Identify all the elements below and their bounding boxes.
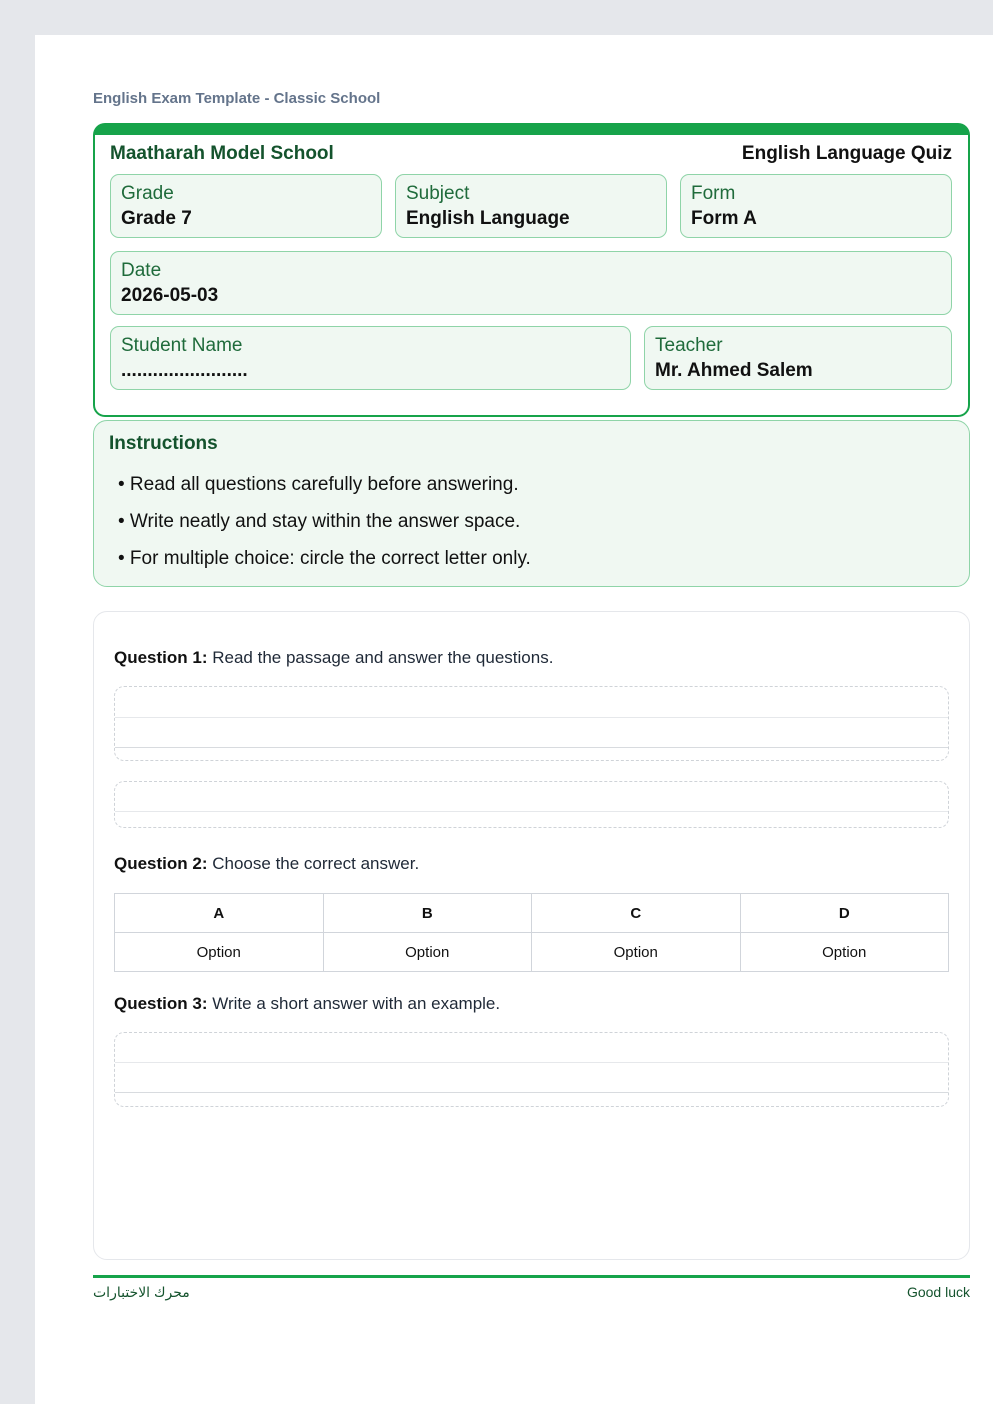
question-2-text: Choose the correct answer. [212, 854, 420, 873]
teacher-label: Teacher [655, 335, 723, 356]
student-name-label: Student Name [121, 335, 243, 356]
options-table [114, 893, 949, 972]
subject-label: Subject [406, 183, 470, 204]
answer-line [115, 747, 948, 748]
question-3-text: Write a short answer with an example. [212, 994, 501, 1013]
option-cell-a[interactable]: Option [115, 933, 324, 972]
quiz-title: English Language Quiz [741, 143, 952, 164]
question-1 [114, 648, 553, 668]
instruction-item: • Read all questions carefully before answering. [118, 474, 519, 495]
document-label: English Exam Template - Classic School [93, 90, 381, 107]
grade-value: Grade 7 [121, 208, 192, 229]
option-letter-c[interactable]: C [532, 894, 741, 933]
grade-field [110, 174, 382, 238]
footer-engine-label: محرك الاختبارات [93, 1284, 190, 1300]
question-3-answer-area[interactable] [114, 1032, 949, 1107]
question-3-label: Question 3: [114, 994, 208, 1013]
question-1-answer-area[interactable] [114, 686, 949, 761]
question-2 [114, 854, 419, 874]
instructions-title: Instructions [109, 433, 218, 454]
student-name-field[interactable] [110, 326, 631, 390]
date-value: 2026-05-03 [121, 285, 219, 306]
question-3 [114, 994, 500, 1014]
answer-line [115, 811, 948, 812]
option-cell-d[interactable]: Option [740, 933, 949, 972]
option-cell-b[interactable]: Option [323, 933, 532, 972]
exam-page [35, 35, 993, 1404]
option-letter-d[interactable]: D [740, 894, 949, 933]
instruction-item: • For multiple choice: circle the correct letter only. [118, 548, 531, 569]
question-1-label: Question 1: [114, 648, 208, 667]
grade-label: Grade [121, 183, 174, 204]
option-cell-c[interactable]: Option [532, 933, 741, 972]
option-letter-b[interactable]: B [323, 894, 532, 933]
instructions-box [93, 420, 970, 587]
footer-good-luck: Good luck [906, 1284, 970, 1300]
form-field [680, 174, 952, 238]
teacher-field [644, 326, 952, 390]
instructions-list [118, 466, 531, 577]
instruction-item: • Write neatly and stay within the answer space. [118, 511, 521, 532]
answer-line [115, 717, 948, 718]
answer-line [115, 1062, 948, 1063]
options-header-row [115, 894, 949, 933]
option-letter-a[interactable]: A [115, 894, 324, 933]
date-field [110, 251, 952, 315]
options-row [115, 933, 949, 972]
question-2-label: Question 2: [114, 854, 208, 873]
subject-field [395, 174, 667, 238]
exam-header-card [93, 123, 970, 417]
date-label: Date [121, 260, 162, 281]
form-value: Form A [691, 208, 757, 229]
footer-divider [93, 1275, 970, 1278]
questions-card [93, 611, 970, 1260]
question-1-text: Read the passage and answer the questions. [212, 648, 554, 667]
subject-value: English Language [406, 208, 570, 229]
answer-line [115, 1092, 948, 1093]
school-name: Maatharah Model School [110, 143, 334, 164]
form-label: Form [691, 183, 736, 204]
teacher-value: Mr. Ahmed Salem [655, 360, 813, 381]
question-1-answer-area-2[interactable] [114, 781, 949, 828]
student-name-value[interactable]: ........................ [121, 360, 248, 381]
